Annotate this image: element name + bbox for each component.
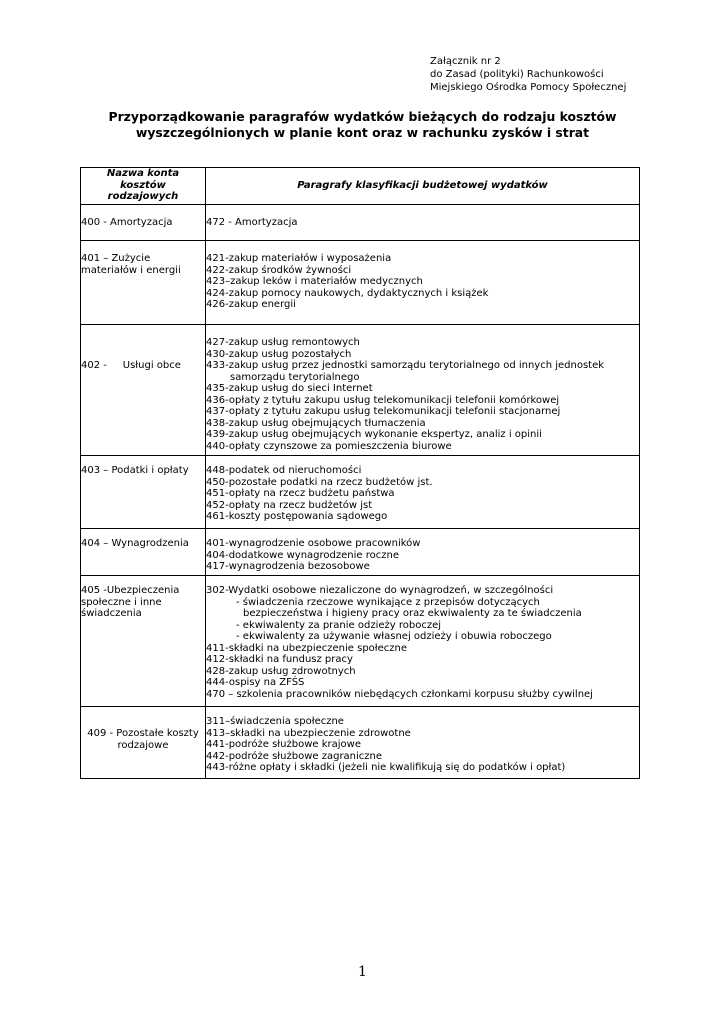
account-label: społeczne i inne — [81, 596, 162, 608]
paragraph-item: bezpieczeństwa i higieny pracy oraz ekwiwalenty za te świadczenia — [243, 608, 582, 619]
paragraph-item: 404-dodatkowe wynagrodzenie roczne — [206, 549, 399, 561]
account-cell — [81, 529, 206, 576]
paragraphs-cell — [206, 456, 640, 529]
paragraph-item: 422-zakup środków żywności — [206, 264, 352, 276]
table-header-row — [81, 168, 640, 205]
table-row — [81, 241, 640, 325]
annex-note — [430, 55, 626, 94]
paragraph-item: 435-zakup usług do sieci Internet — [206, 383, 373, 394]
paragraph-item: 413–składki na ubezpieczenie zdrowotne — [206, 727, 411, 739]
annex-line: Miejskiego Ośrodka Pomocy Społecznej — [430, 82, 627, 93]
paragraph-item: 421-zakup materiałów i wyposażenia — [206, 253, 392, 264]
paragraph-item: 443-różne opłaty i składki (jeżeli nie kwalifikują się do podatków i opłat) — [206, 762, 566, 773]
paragraph-item: 401-wynagrodzenie osobowe pracowników — [206, 538, 421, 549]
account-label: 409 - Pozostałe koszty — [87, 728, 199, 739]
table-row — [81, 325, 640, 456]
account-label: 403 – Podatki i opłaty — [81, 465, 189, 476]
classification-table — [80, 167, 640, 779]
paragraph-item: 472 - Amortyzacja — [206, 217, 298, 228]
header-line: rodzajowych — [107, 191, 179, 202]
paragraph-item: 452-opłaty na rzecz budżetów jst — [206, 499, 373, 511]
paragraph-item: 442-podróże służbowe zagraniczne — [206, 750, 383, 762]
account-label: 402 - Usługi obce — [81, 360, 181, 371]
paragraph-item: 441-podróże służbowe krajowe — [206, 739, 361, 750]
document-title — [80, 109, 645, 140]
table-row — [81, 456, 640, 529]
paragraphs-cell — [206, 707, 640, 779]
paragraph-item: 451-opłaty na rzecz budżetu państwa — [206, 488, 395, 499]
paragraph-item: 440-opłaty czynszowe za pomieszczenia biurowe — [206, 440, 452, 452]
paragraphs-cell — [206, 529, 640, 576]
paragraph-item: 411-składki na ubezpieczenie społeczne — [206, 642, 408, 654]
paragraph-item: 437-opłaty z tytułu zakupu usług telekomunikacji telefonii stacjonarnej — [206, 406, 561, 417]
account-label: 400 - Amortyzacja — [81, 217, 173, 228]
paragraph-item: 426-zakup energii — [206, 299, 296, 310]
annex-line: Załącznik nr 2 — [430, 56, 501, 67]
paragraph-item: - świadczenia rzeczowe wynikające z przepisów dotyczących — [236, 596, 540, 608]
paragraph-item: 470 – szkolenia pracowników niebędących członkami korpusu służby cywilnej — [206, 688, 593, 700]
paragraph-item: 444-ospisy na ZFŚS — [206, 677, 305, 688]
paragraph-item: 427-zakup usług remontowych — [206, 337, 360, 348]
account-cell — [81, 576, 206, 707]
account-cell — [81, 205, 206, 241]
header-paragraphs: Paragrafy klasyfikacji budżetowej wydatków — [206, 168, 640, 205]
header-line: Nazwa konta — [106, 168, 180, 179]
account-label: 401 – Zużycie — [81, 253, 151, 264]
paragraph-item: samorządu terytorialnego — [230, 371, 360, 383]
paragraph-item: 450-pozostałe podatki na rzecz budżetów jst. — [206, 476, 433, 488]
account-label: rodzajowe — [117, 739, 169, 751]
account-label: materiałów i energii — [81, 264, 181, 276]
account-cell — [81, 325, 206, 456]
paragraph-item: 302-Wydatki osobowe niezaliczone do wynagrodzeń, w szczególności — [206, 585, 554, 596]
title-line: wyszczególnionych w planie kont oraz w rachunku zysków i strat — [135, 124, 590, 140]
paragraph-item: 430-zakup usług pozostałych — [206, 348, 352, 360]
paragraph-item: 436-opłaty z tytułu zakupu usług telekomunikacji telefonii komórkowej — [206, 394, 560, 406]
header-account-name — [81, 168, 206, 205]
paragraph-item: 423–zakup leków i materiałów medycznych — [206, 276, 423, 287]
paragraphs-cell — [206, 241, 640, 325]
account-cell — [81, 241, 206, 325]
table-row — [81, 529, 640, 576]
paragraph-item: - ekwiwalenty za używanie własnej odzieży i obuwia roboczego — [236, 631, 552, 642]
account-label: 405 -Ubezpieczenia — [81, 585, 180, 596]
paragraph-item: 424-zakup pomocy naukowych, dydaktycznych i książek — [206, 287, 489, 299]
paragraph-item: 417-wynagrodzenia bezosobowe — [206, 561, 370, 572]
table-row — [81, 707, 640, 779]
paragraphs-cell — [206, 576, 640, 707]
title-line: Przyporządkowanie paragrafów wydatków bieżących do rodzaju kosztów — [108, 109, 617, 124]
account-label: świadczenia — [81, 608, 142, 619]
table-row — [81, 576, 640, 707]
paragraph-item: - ekwiwalenty za pranie odzieży roboczej — [236, 619, 442, 631]
account-cell — [81, 707, 206, 779]
paragraph-item: 438-zakup usług obejmujących tłumaczenia — [206, 417, 426, 429]
paragraph-item: 439-zakup usług obejmujących wykonanie ekspertyz, analiz i opinii — [206, 429, 542, 440]
header-line: kosztów — [120, 179, 166, 191]
account-cell — [81, 456, 206, 529]
table-row — [81, 205, 640, 241]
paragraph-item: 433-zakup usług przez jednostki samorządu terytorialnego od innych jednostek — [206, 360, 605, 371]
annex-line: do Zasad (polityki) Rachunkowości — [430, 69, 604, 80]
page-number: 1 — [358, 964, 367, 980]
paragraphs-cell — [206, 205, 640, 241]
paragraph-item: 428-zakup usług zdrowotnych — [206, 665, 356, 677]
paragraph-item: 311–świadczenia społeczne — [206, 716, 344, 727]
paragraphs-cell — [206, 325, 640, 456]
paragraph-item: 412-składki na fundusz pracy — [206, 654, 353, 665]
paragraph-item: 448-podatek od nieruchomości — [206, 465, 362, 476]
account-label: 404 – Wynagrodzenia — [81, 538, 189, 549]
paragraph-item: 461-koszty postępowania sądowego — [206, 511, 388, 522]
